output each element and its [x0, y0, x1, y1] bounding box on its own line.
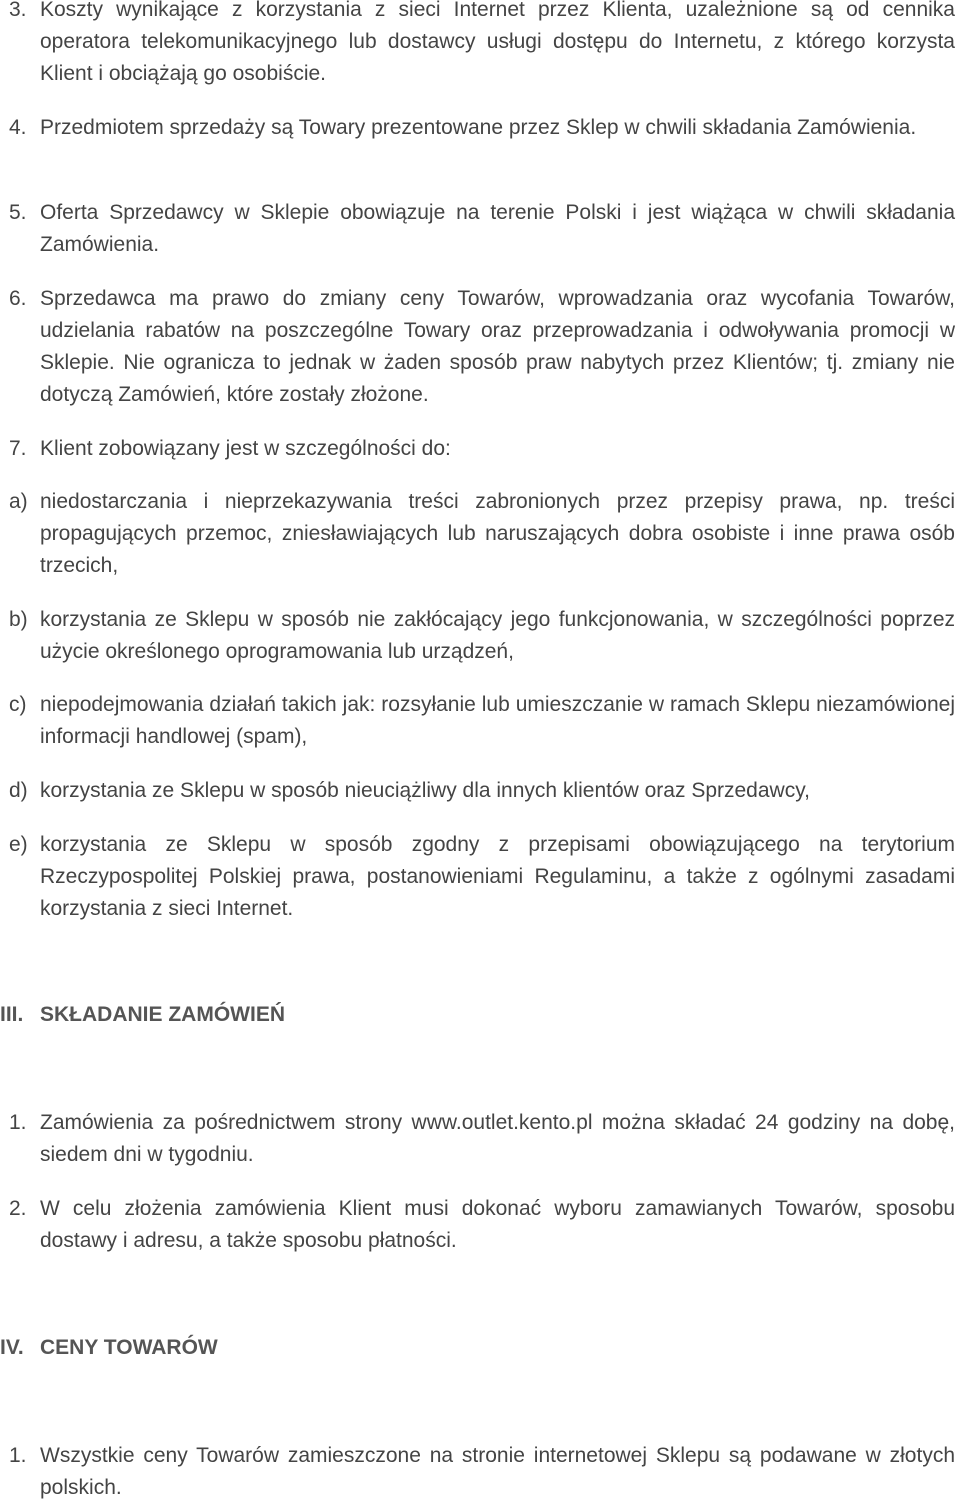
- clause-number: 2.: [9, 1197, 27, 1220]
- clause-6: [0, 283, 955, 411]
- clause-text: Wszystkie ceny Towarów zamieszczone na stronie internetowej Sklepu są podawane w złotych polskich.: [40, 1444, 955, 1499]
- clause-text: korzystania ze Sklepu w sposób nie zakłócający jego funkcjonowania, w szczególności poprzez użycie określonego oprogramowania lub urządzeń,: [40, 608, 955, 663]
- clause-text: korzystania ze Sklepu w sposób nieuciążliwy dla innych klientów oraz Sprzedawcy,: [40, 779, 810, 802]
- clause-3: [0, 0, 955, 90]
- section-title: SKŁADANIE ZAMÓWIEŃ: [40, 1003, 285, 1026]
- clause-text: Oferta Sprzedawcy w Sklepie obowiązuje na terenie Polski i jest wiążąca w chwili składania Zamówienia.: [40, 201, 955, 256]
- clause-iii-2: [0, 1193, 955, 1257]
- clause-text: Klient zobowiązany jest w szczególności do:: [40, 437, 451, 460]
- clause-number: 4.: [9, 116, 27, 139]
- clause-7: [0, 433, 955, 465]
- clause-5: [0, 197, 955, 261]
- clause-iii-1: [0, 1107, 955, 1171]
- clause-text: Zamówienia za pośrednictwem strony www.outlet.kento.pl można składać 24 godziny na dobę, siedem dni w tygodniu.: [40, 1111, 955, 1166]
- clause-number: 3.: [9, 0, 27, 21]
- clause-7e: [0, 829, 955, 925]
- clause-letter: e): [9, 833, 28, 856]
- clause-text: korzystania ze Sklepu w sposób zgodny z przepisami obowiązującego na terytorium Rzeczypospolitej Polskiej prawa, postanowieniami Regulaminu, a także z ogólnymi zasadami korzystania z sieci Internet.: [40, 833, 955, 920]
- clause-text: niepodejmowania działań takich jak: rozsyłanie lub umieszczanie w ramach Sklepu niezamówionej informacji handlowej (spam),: [40, 693, 955, 748]
- clause-number: 7.: [9, 437, 27, 460]
- clause-7a: [0, 486, 955, 582]
- clause-text: niedostarczania i nieprzekazywania treści zabronionych przez przepisy prawa, np. treści propagujących przemoc, zniesławiających lub naruszających dobra osobiste i inne prawa osób trzecich,: [40, 490, 955, 577]
- clause-number: 1.: [9, 1444, 27, 1467]
- clause-text: Sprzedawca ma prawo do zmiany ceny Towarów, wprowadzania oraz wycofania Towarów, udzielania rabatów na poszczególne Towary oraz przeprowadzania i odwoływania promocji w Sklepie. Nie ogranicza to jednak w żaden sposób praw nabytych przez Klientów; tj. zmiany nie dotyczą Zamówień, które zostały złożone.: [40, 287, 955, 406]
- clause-letter: c): [9, 693, 27, 716]
- clause-number: 1.: [9, 1111, 27, 1134]
- clause-4: [0, 112, 955, 144]
- clause-number: 6.: [9, 287, 27, 310]
- clause-7b: [0, 604, 955, 668]
- clause-iv-1: [0, 1440, 955, 1504]
- section-title: CENY TOWARÓW: [40, 1336, 218, 1359]
- clause-text: Koszty wynikające z korzystania z sieci Internet przez Klienta, uzależnione są od cennika operatora telekomunikacyjnego lub dostawcy usługi dostępu do Internetu, z którego korzysta Klient i obciążają go osobiście.: [40, 0, 955, 85]
- clause-7d: [0, 775, 955, 807]
- section-heading-iv: [0, 1332, 955, 1364]
- section-number: IV.: [0, 1336, 24, 1359]
- clause-text: W celu złożenia zamówienia Klient musi dokonać wyboru zamawianych Towarów, sposobu dostawy i adresu, a także sposobu płatności.: [40, 1197, 955, 1252]
- clause-letter: b): [9, 608, 28, 631]
- clause-letter: a): [9, 490, 28, 513]
- clause-letter: d): [9, 779, 28, 802]
- clause-text: Przedmiotem sprzedaży są Towary prezentowane przez Sklep w chwili składania Zamówienia.: [40, 116, 917, 139]
- clause-number: 5.: [9, 201, 27, 224]
- section-heading-iii: [0, 999, 955, 1031]
- clause-7c: [0, 689, 955, 753]
- section-number: III.: [0, 1003, 24, 1026]
